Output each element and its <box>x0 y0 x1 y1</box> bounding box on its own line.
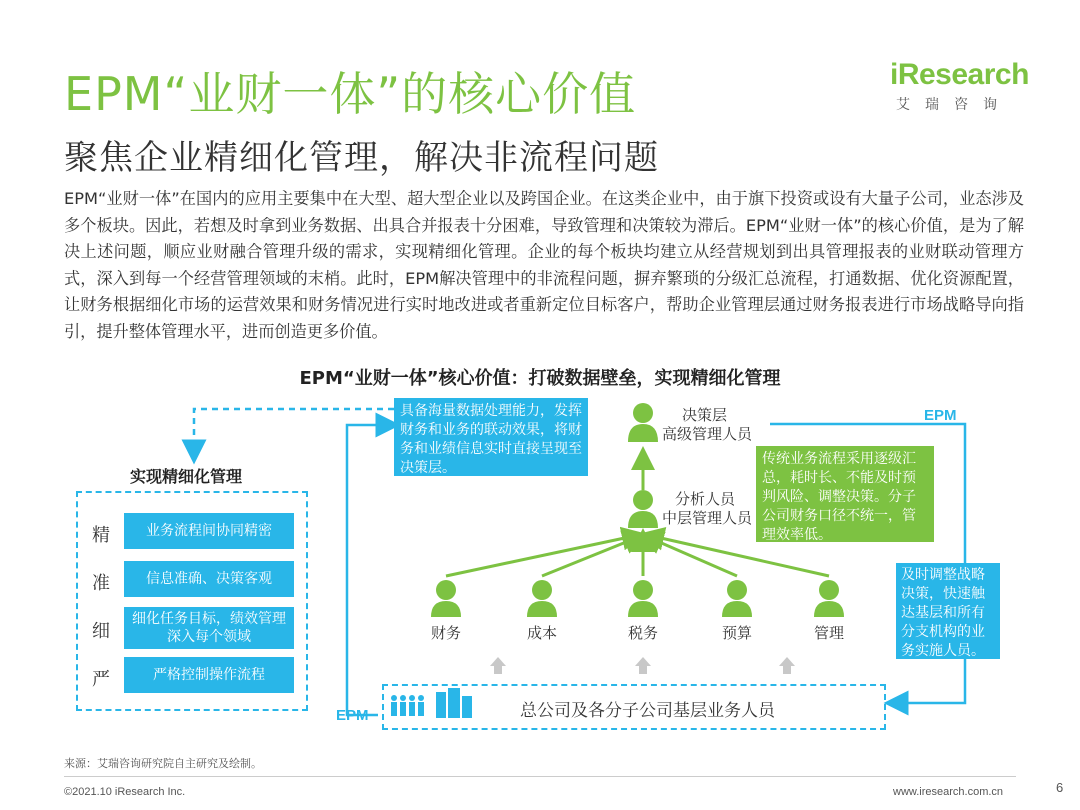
page-number: 6 <box>1056 780 1064 795</box>
page-subtitle: 聚焦企业精细化管理，解决非流程问题 <box>64 138 659 178</box>
grey-up-arrows <box>490 657 795 674</box>
body-paragraph: EPM“业财一体”在国内的应用主要集中在大型、超大型企业以及跨国企业。在这类企业中，由于旗下投资或设有大量子公司，业态涉及多个板块。因此，若想及时拿到业务数据、出具合并报表十分困难，导致管理和决策较为滞后。EPM“业财一体”的核心价值，是为了解决上述问题，顺应业财融合管理升级的需求，实现精细化管理。企业的每个板块均建立从经营规划到出具管理报表的业财联动管理方式，深入到每一个经营管理领域的末梢。此时，EPM解决管理中的非流程问题，摒弃繁琐的分级汇总流程，打通数据、优化资源配置，让财务根据细化市场的运营效果和财务情况进行实时地改进或者重新定位目标客户，帮助企业管理层通过财务报表进行市场战略导向指引，提升整体管理水平，进而创造更多价值。 <box>64 189 1024 341</box>
left-item-strict-control: 严格控制操作流程 <box>124 657 294 693</box>
traditional-process-box: 传统业务流程采用逐级汇总，耗时长、不能及时预判风险、调整决策。分子公司财务口径不统一，管理效率低。 <box>756 446 934 542</box>
left-char-xi: 细 <box>92 621 110 642</box>
grassroots-staff-label: 总公司及各分子公司基层业务人员 <box>520 701 775 721</box>
decision-level-label <box>662 406 752 444</box>
dashed-arrow-to-left-panel <box>194 409 394 452</box>
page-title: EPM“业财一体”的核心价值 <box>64 67 637 121</box>
footer-divider <box>64 776 1016 777</box>
logo-wordmark: iResearch <box>890 58 1029 91</box>
left-item-collaboration: 业务流程间协同精密 <box>124 513 294 549</box>
epm-label-top: EPM <box>924 407 957 424</box>
copyright: ©2021.10 iResearch Inc. <box>64 786 186 798</box>
analyst-line1: 分析人员 <box>675 490 736 508</box>
epm-up-arrow <box>347 425 388 715</box>
analyst-level-label <box>662 490 752 528</box>
website-link[interactable]: www.iresearch.com.cn <box>893 786 1004 798</box>
left-item-accuracy: 信息准确、决策客观 <box>124 561 294 597</box>
dept-label-management: 管理 <box>813 624 844 642</box>
left-char-yan: 严 <box>92 669 110 690</box>
source-note: 来源：艾瑞咨询研究院自主研究及绘制。 <box>64 757 262 770</box>
left-char-zhun: 准 <box>92 573 110 594</box>
analyst-line2: 中层管理人员 <box>662 509 753 527</box>
dept-label-finance: 财务 <box>430 624 461 642</box>
epm-label-bottom: EPM <box>336 707 369 724</box>
data-processing-box: 具备海量数据处理能力，发挥财务和业务的联动效果，将财务和业绩信息实时直接呈现至决策层。 <box>394 398 588 476</box>
dept-label-cost: 成本 <box>526 624 557 642</box>
left-item-task-targets: 细化任务目标，绩效管理深入每个领域 <box>124 607 294 649</box>
dept-label-budget: 预算 <box>721 624 752 642</box>
dept-label-tax: 税务 <box>627 624 658 642</box>
decision-line2: 高级管理人员 <box>662 425 753 443</box>
logo-chinese: 艾瑞咨询 <box>896 97 1012 113</box>
strategy-adjust-box: 及时调整战略决策，快速触达基层和所有分支机构的业务实施人员。 <box>896 563 1000 659</box>
decision-line1: 决策层 <box>682 406 728 424</box>
diagram-title: EPM“业财一体”核心价值：打破数据壁垒，实现精细化管理 <box>299 368 781 389</box>
left-panel-title: 实现精细化管理 <box>130 467 243 486</box>
left-char-jing: 精 <box>92 525 110 546</box>
